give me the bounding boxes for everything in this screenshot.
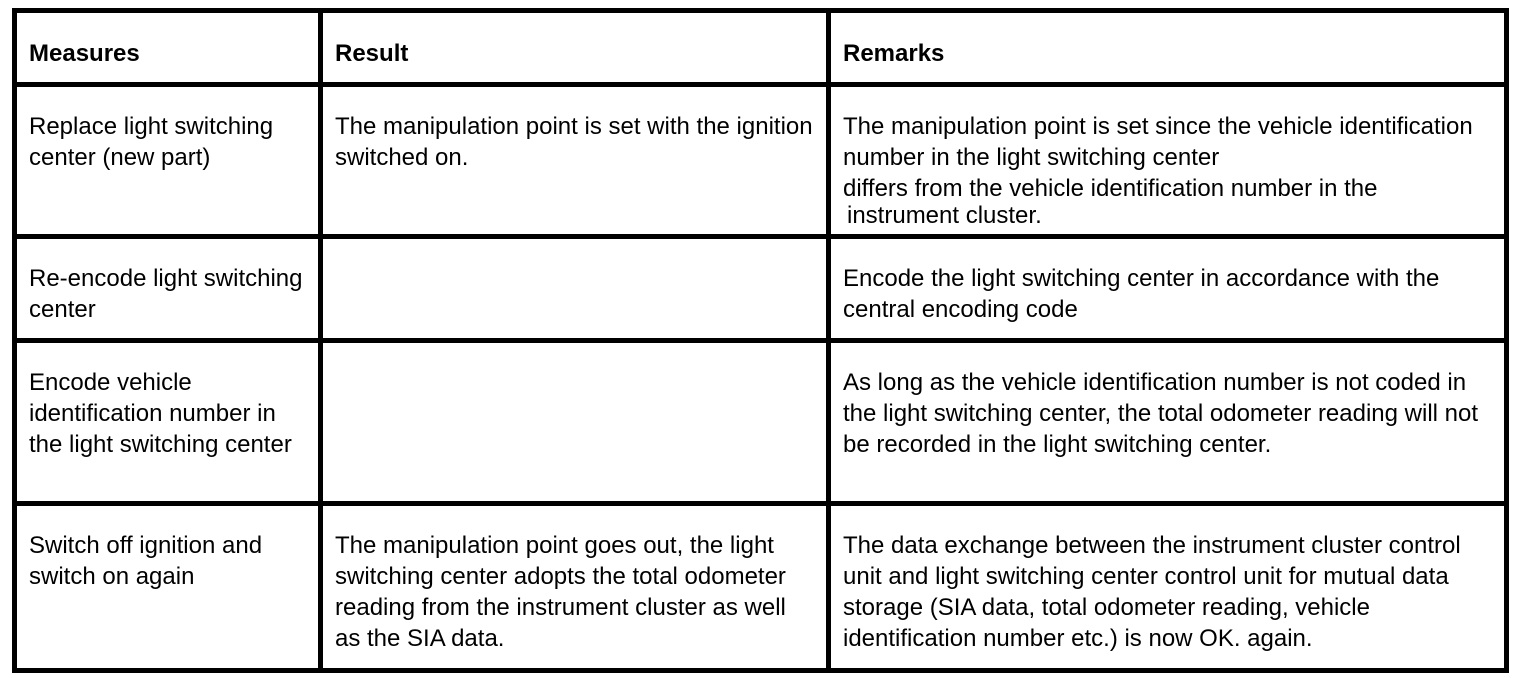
- cell-remarks-clipped-line: differs from the vehicle identification number in the: [843, 175, 1378, 200]
- measures-table: [12, 8, 1509, 673]
- cell-remarks: [829, 85, 1507, 237]
- cell-remarks-text: The manipulation point is set since the vehicle identification number in the light switching center: [843, 113, 1473, 171]
- cell-remarks: The data exchange between the instrument cluster control unit and light switching center control unit for mutual data storage (SIA data, total odometer reading, vehicle identification number etc.) is now OK. again.: [829, 504, 1507, 671]
- cell-measures: Replace light switching center (new part): [15, 85, 321, 237]
- header-measures: Measures: [15, 11, 321, 85]
- table-row: [15, 237, 1507, 341]
- cell-measures: Encode vehicle identification number in the light switching center: [15, 341, 321, 504]
- table-row: [15, 504, 1507, 671]
- cell-measures: Re-encode light switching center: [15, 237, 321, 341]
- cell-result: The manipulation point is set with the ignition switched on.: [321, 85, 829, 237]
- cell-remarks: As long as the vehicle identification number is not coded in the light switching center, the total odometer reading will not be recorded in the light switching center.: [829, 341, 1507, 504]
- header-result: Result: [321, 11, 829, 85]
- cell-remarks-tail: instrument cluster.: [847, 202, 1042, 229]
- table-row: [15, 85, 1507, 237]
- cell-result: [321, 237, 829, 341]
- cell-measures: Switch off ignition and switch on again: [15, 504, 321, 671]
- cell-result: The manipulation point goes out, the light switching center adopts the total odometer reading from the instrument cluster as well as the SIA data.: [321, 504, 829, 671]
- cell-remarks: Encode the light switching center in accordance with the central encoding code: [829, 237, 1507, 341]
- table-row: [15, 341, 1507, 504]
- cell-result: [321, 341, 829, 504]
- table-header-row: [15, 11, 1507, 85]
- header-remarks: Remarks: [829, 11, 1507, 85]
